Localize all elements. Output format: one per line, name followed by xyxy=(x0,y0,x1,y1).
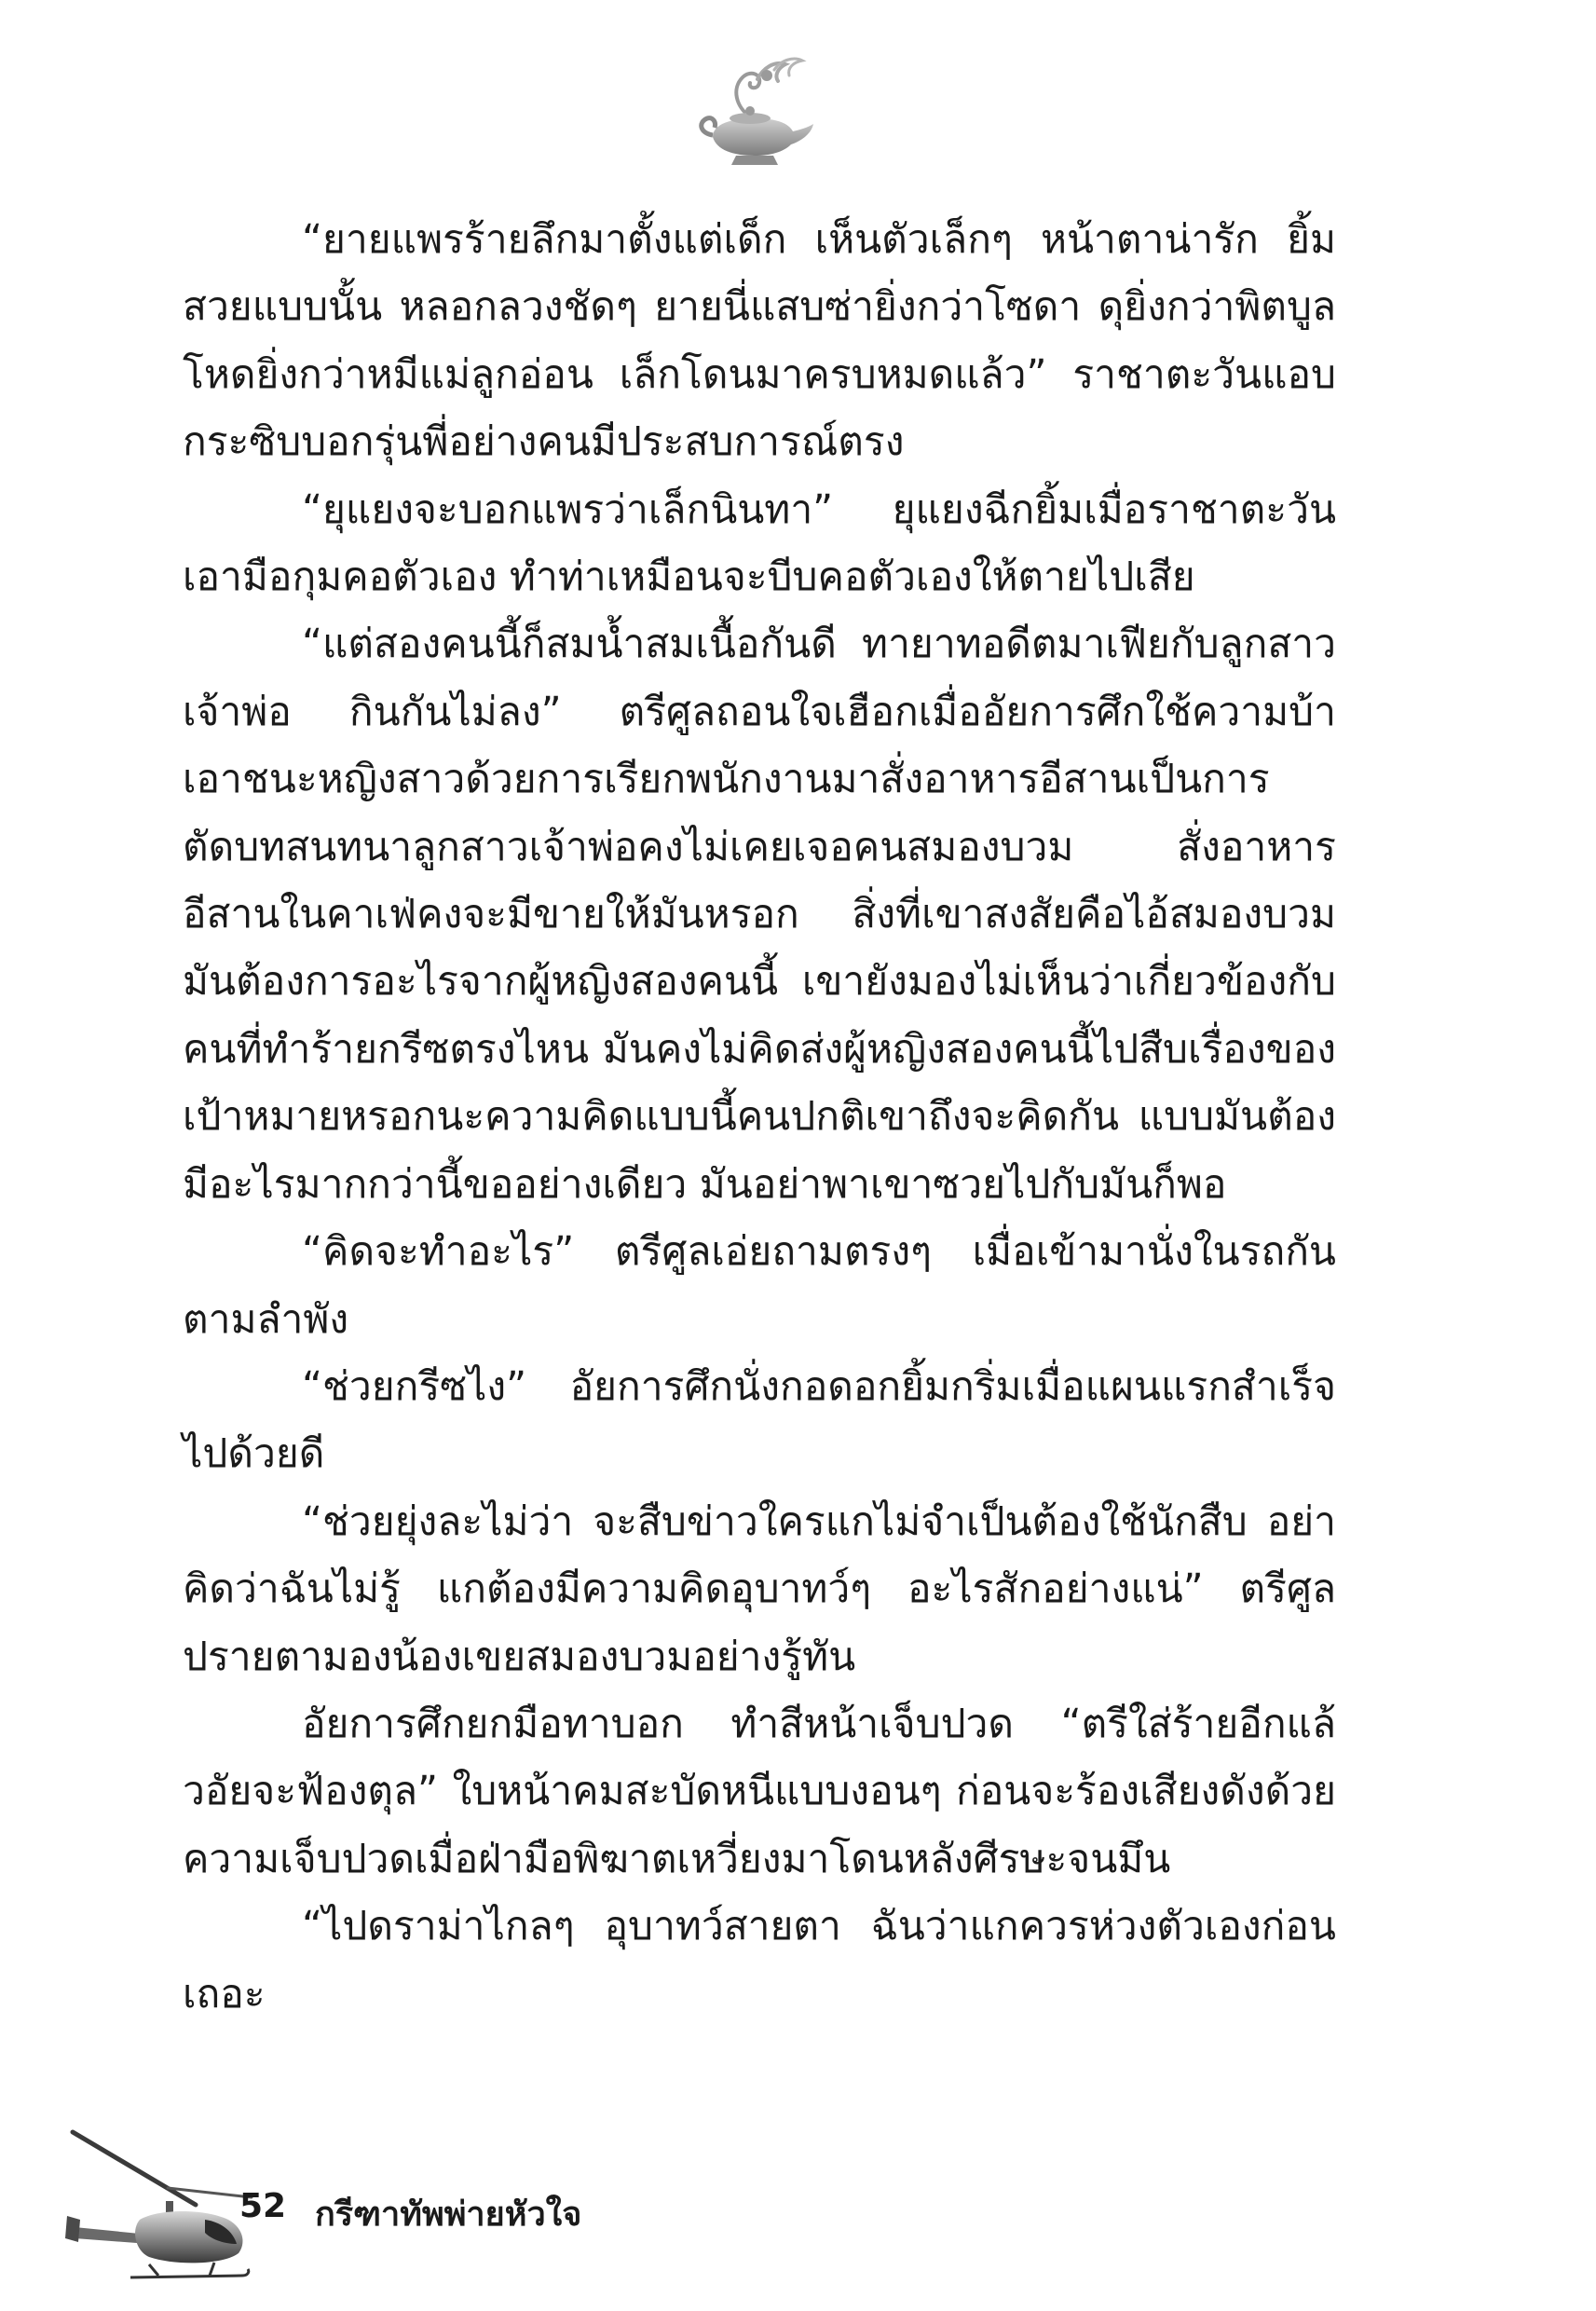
paragraph: “แต่สองคนนี้ก็สมน้ำสมเนื้อกันดี ทายาทอดีตมาเฟียกับลูกสาวเจ้าพ่อ กินกันไม่ลง” ตรีศูลถอนใจเฮือกเมื่ออัยการศึกใช้ความบ้าเอาชนะหญิงสาวด้วยการเรียกพนักงานมาสั่งอาหารอีสานเป็นการตัดบทสนทนาลูกสาวเจ้าพ่อคงไม่เคยเจอคนสมองบวม สั่งอาหารอีสานในคาเฟ่คงจะมีขายให้มันหรอก สิ่งที่เขาสงสัยคือไอ้สมองบวมมันต้องการอะไรจากผู้หญิงสองคนนี้ เขายังมองไม่เห็นว่าเกี่ยวข้องกับคนที่ทำร้ายกรีซตรงไหน มันคงไม่คิดส่งผู้หญิงสองคนนี้ไปสืบเรื่องของเป้าหมายหรอกนะความคิดแบบนี้คนปกติเขาถึงจะคิดกัน แบบมันต้องมีอะไรมากกว่านี้ขออย่างเดียว มันอย่าพาเขาซวยไปกับมันก็พอ xyxy=(183,622,1336,1208)
paragraph: “ยายแพรร้ายลึกมาตั้งแต่เด็ก เห็นตัวเล็กๆ หน้าตาน่ารัก ยิ้มสวยแบบนั้น หลอกลวงชัดๆ ยายนี่แสบซ่ายิ่งกว่าโซดา ดุยิ่งกว่าพิตบูลโหดยิ่งกว่าหมีแม่ลูกอ่อน เล็กโดนมาครบหมดแล้ว” ราชาตะวันแอบกระซิบบอกรุ่นพี่อย่างคนมีประสบการณ์ตรง xyxy=(183,217,1336,466)
genie-lamp-icon xyxy=(685,51,825,172)
paragraph: “ช่วยยุ่งละไม่ว่า จะสืบข่าวใครแกไม่จำเป็นต้องใช้นักสืบ อย่าคิดว่าฉันไม่รู้ แกต้องมีความคิดอุบาทว์ๆ อะไรสักอย่างแน่” ตรีศูลปรายตามองน้องเขยสมองบวมอย่างรู้ทัน xyxy=(183,1498,1336,1680)
paragraph: “ช่วยกรีซไง” อัยการศึกนั่งกอดอกยิ้มกริ่มเมื่อแผนแรกสำเร็จไปด้วยดี xyxy=(183,1363,1336,1478)
page-footer xyxy=(0,2115,1596,2311)
paragraph: อัยการศึกยกมือทาบอก ทำสีหน้าเจ็บปวด “ตรีใส่ร้ายอีกแล้วอัยจะฟ้องตุล” ใบหน้าคมสะบัดหนีแบบงอนๆ ก่อนจะร้องเสียงดังด้วยความเจ็บปวดเมื่อฝ่ามือพิฆาตเหวี่ยงมาโดนหลังศีรษะจนมึน xyxy=(183,1701,1336,1882)
body-text xyxy=(183,207,1336,2029)
page-number: 52 xyxy=(239,2187,287,2225)
paragraph: “ไปดราม่าไกลๆ อุบาทว์สายตา ฉันว่าแกควรห่วงตัวเองก่อนเถอะ xyxy=(183,1904,1336,2017)
helicopter-icon xyxy=(56,2115,270,2292)
paragraph: “ยุแยงจะบอกแพรว่าเล็กนินทา” ยุแยงฉีกยิ้มเมื่อราชาตะวันเอามือกุมคอตัวเอง ทำท่าเหมือนจะบีบคอตัวเองให้ตายไปเสีย xyxy=(183,486,1336,601)
paragraph: “คิดจะทำอะไร” ตรีศูลเอ่ยถามตรงๆ เมื่อเข้ามานั่งในรถกันตามลำพัง xyxy=(183,1229,1336,1343)
book-title: กรีฑาทัพพ่ายหัวใจ xyxy=(315,2195,582,2234)
